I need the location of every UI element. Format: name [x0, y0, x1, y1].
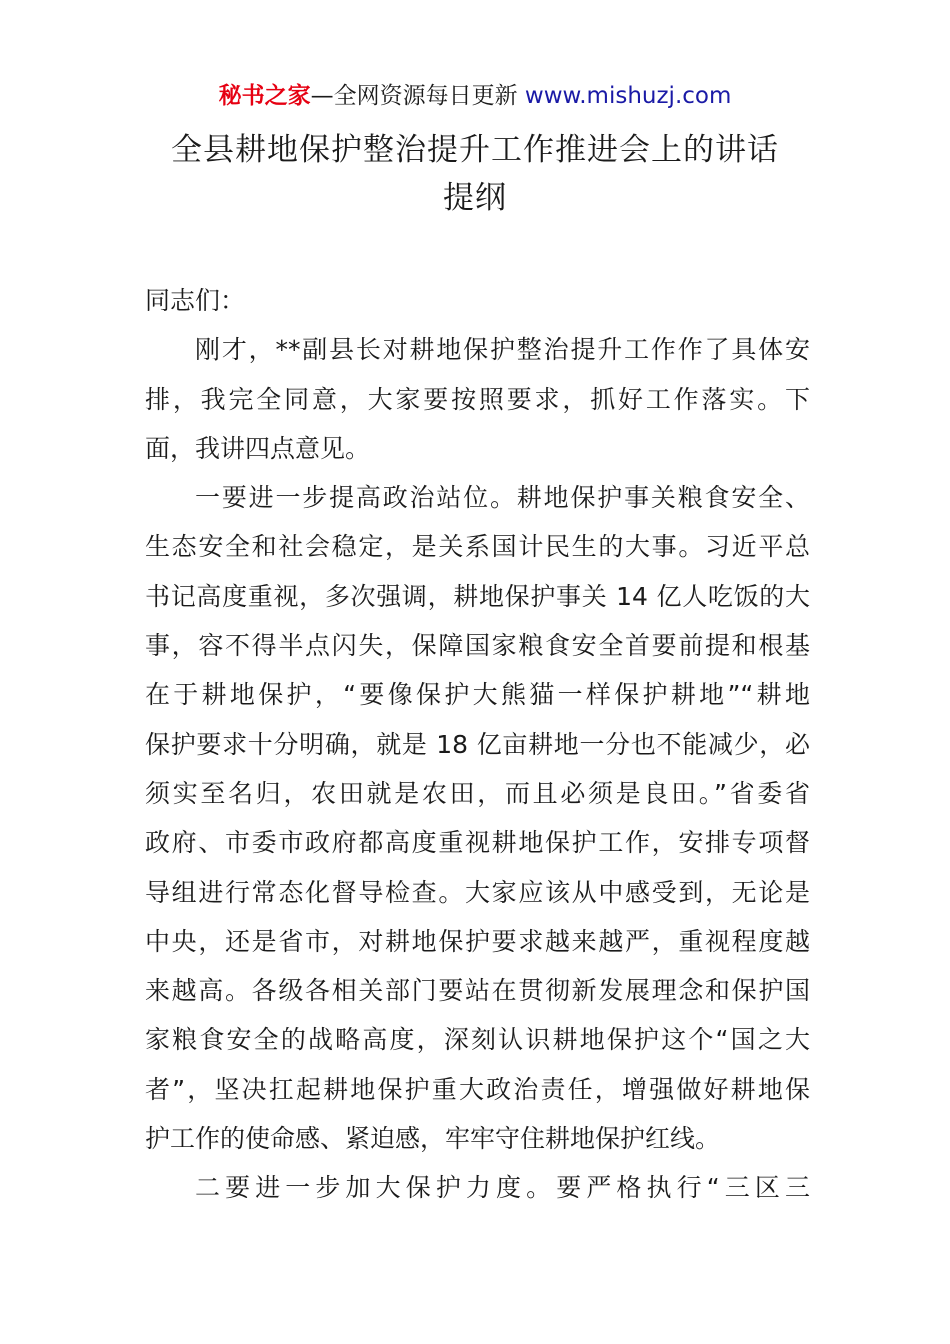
body-line: 导组进行常态化督导检查。大家应该从中感受到，无论是: [145, 877, 810, 907]
body-line: 须实至名归，农田就是农田，而且必须是良田。”省委省: [145, 778, 810, 808]
salutation: 同志们：: [145, 286, 246, 315]
document-title: [0, 126, 950, 222]
body-line: 面，我讲四点意见。: [145, 433, 371, 463]
body-line: 政府、市委市政府都高度重视耕地保护工作，安排专项督: [145, 828, 810, 858]
document-body: [145, 276, 810, 1213]
body-line: 护工作的使命感、紧迫感，牢牢守住耕地保护红线。: [145, 1124, 721, 1154]
body-line: 生态安全和社会稳定，是关系国计民生的大事。习近平总: [145, 532, 810, 562]
body-line: 在于耕地保护，“要像保护大熊猫一样保护耕地”“耕地: [145, 680, 810, 710]
body-line: 排，我完全同意，大家要按照要求，抓好工作落实。下: [145, 384, 810, 414]
document-title-line-1: 全县耕地保护整治提升工作推进会上的讲话: [171, 132, 779, 168]
site-url-link[interactable]: www.mishuzj.com: [524, 83, 732, 109]
body-line: 刚才，**副县长对耕地保护整治提升工作作了具体安: [195, 335, 810, 365]
brand-name: 秘书之家: [218, 83, 311, 109]
document-title-line-2: 提纲: [443, 180, 507, 216]
body-line: 事，容不得半点闪失，保障国家粮食安全首要前提和根基: [145, 631, 810, 661]
body-line: 家粮食安全的战略高度，深刻认识耕地保护这个“国之大: [145, 1025, 810, 1055]
body-line: 一要进一步提高政治站位。耕地保护事关粮食安全、: [195, 483, 810, 513]
body-line: 书记高度重视，多次强调，耕地保护事关 14 亿人吃饭的大: [145, 581, 810, 611]
body-line: 中央，还是省市，对耕地保护要求越来越严，重视程度越: [145, 926, 810, 956]
body-line: 保护要求十分明确，就是 18 亿亩耕地一分也不能减少，必: [145, 729, 810, 759]
site-header: [0, 80, 950, 112]
body-line: 者”，坚决扛起耕地保护重大政治责任，增强做好耕地保: [145, 1074, 810, 1104]
body-line: 二要进一步加大保护力度。要严格执行“三区三: [195, 1173, 810, 1203]
site-tagline: —全网资源每日更新: [310, 83, 518, 109]
body-line: 来越高。各级各相关部门要站在贯彻新发展理念和保护国: [145, 976, 810, 1006]
